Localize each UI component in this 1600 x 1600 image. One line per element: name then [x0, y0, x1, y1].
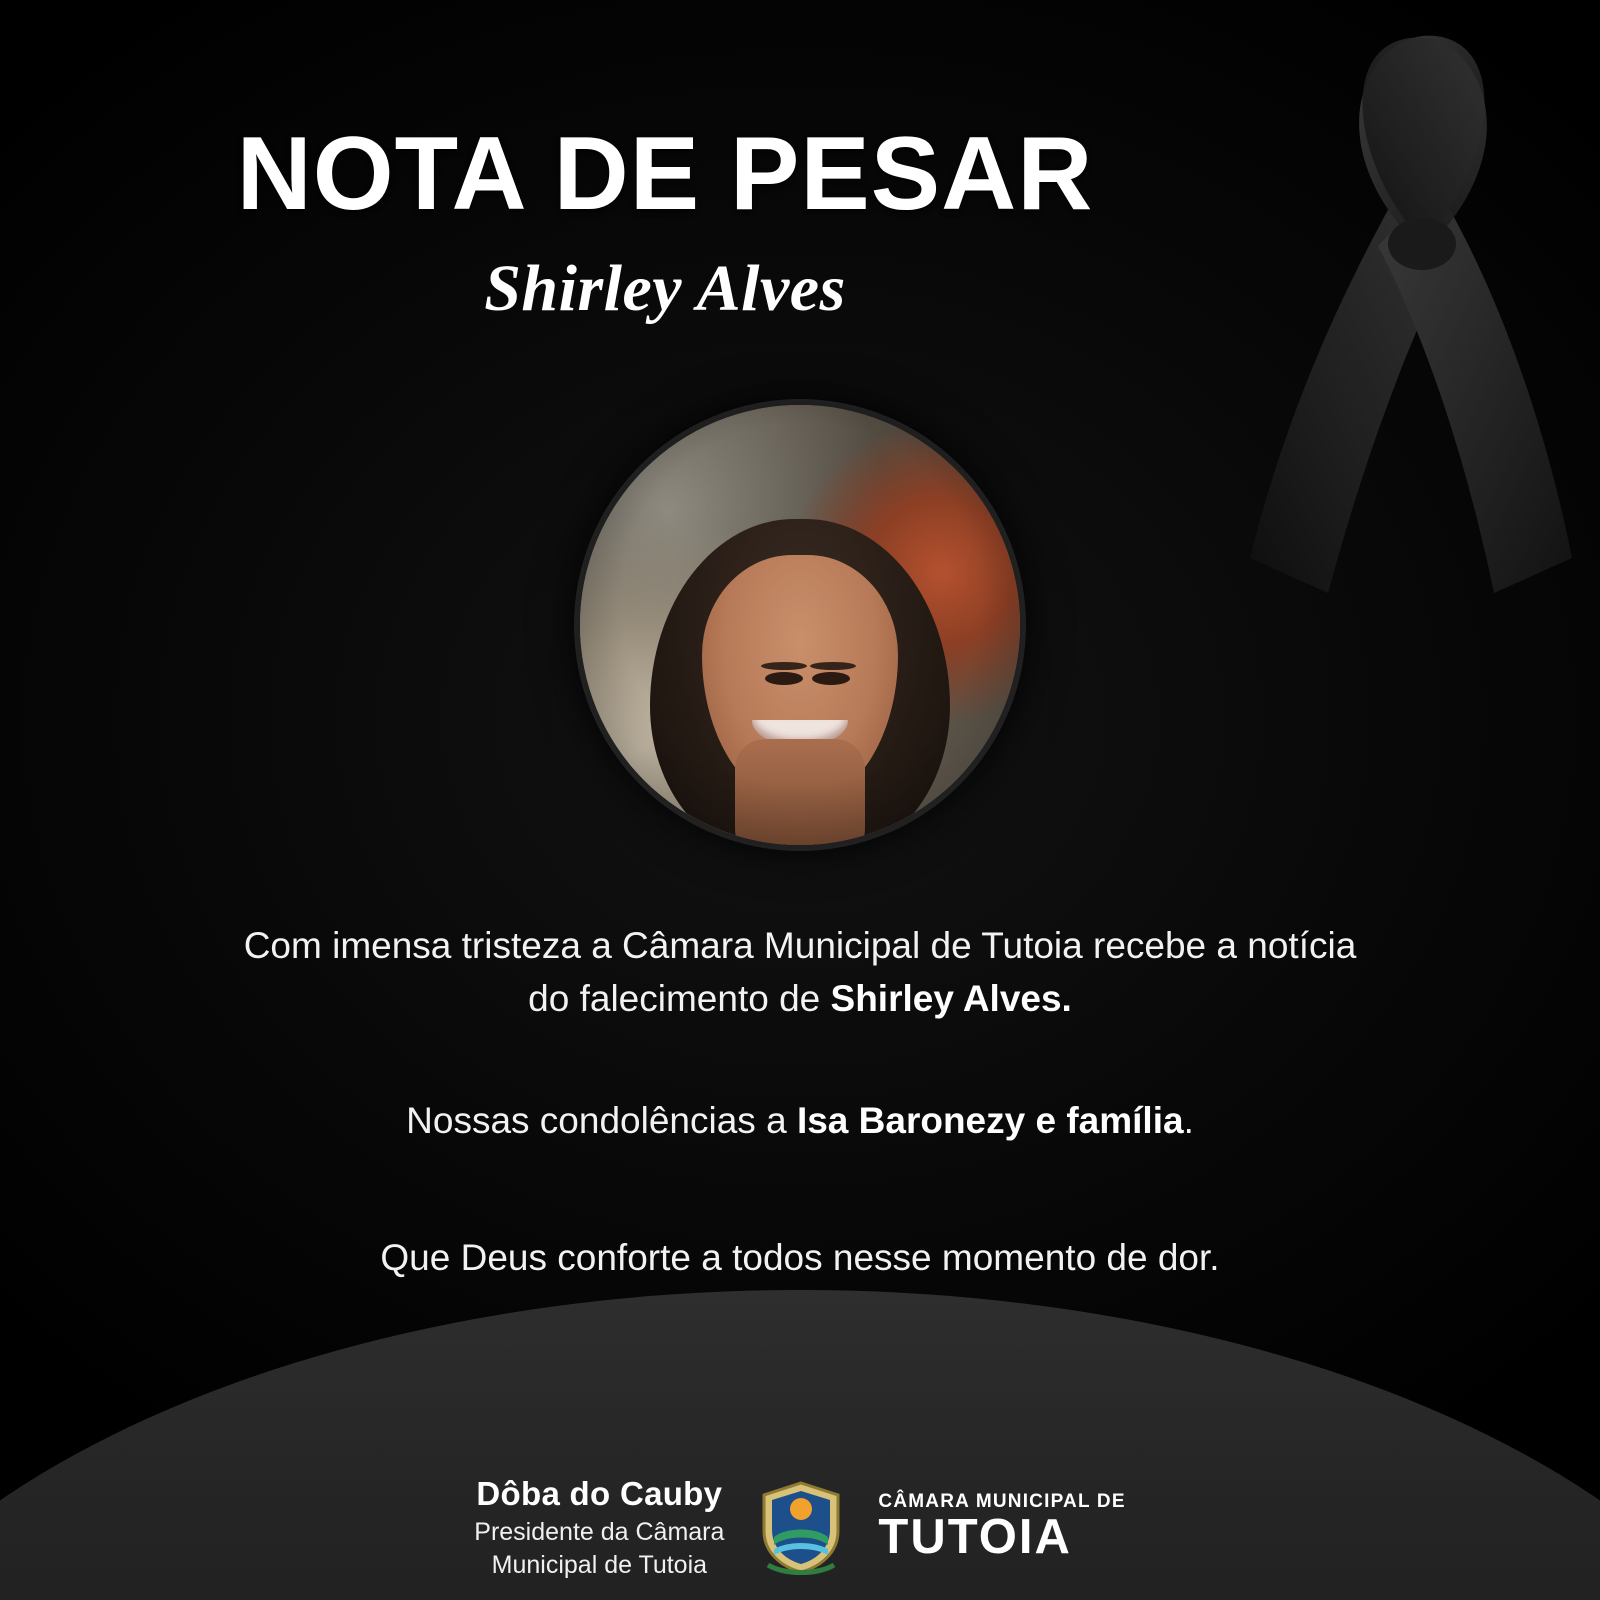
signature-role-line-1: Presidente da Câmara [474, 1518, 725, 1546]
message-line-2-period: . [1183, 1100, 1194, 1142]
portrait-image [580, 405, 1020, 845]
message-line-2-text: Nossas condolências a [406, 1100, 797, 1142]
signature-role-line-2: Municipal de Tutoia [491, 1551, 708, 1579]
signature-name: Dôba do Cauby [476, 1475, 723, 1513]
chamber-logo-big-text: TUTOIA [878, 1510, 1072, 1565]
portrait-vignette [580, 405, 1020, 845]
signature-block [474, 1472, 724, 1582]
deceased-name-subtitle: Shirley Alves [484, 252, 846, 326]
message-line-2-strong: Isa Baronezy e família [796, 1100, 1184, 1142]
portrait-photo [580, 405, 1020, 845]
title-block [0, 116, 1330, 327]
message-line-2 [235, 1095, 1365, 1148]
chamber-logo [878, 1491, 1126, 1565]
message-line-3: Que Deus conforte a todos nesse momento de dor. [380, 1236, 1220, 1278]
message-line-1-strong: Shirley Alves. [830, 977, 1072, 1019]
message-line-1-text: Com imensa tristeza a Câmara Municipal de Tutoia recebe a notícia do falecimento de [243, 925, 1357, 1019]
footer [0, 1472, 1600, 1582]
chamber-logo-small-text: CÂMARA MUNICIPAL DE [878, 1491, 1126, 1513]
coat-of-arms-icon [758, 1479, 844, 1575]
message-line-1 [235, 920, 1365, 1025]
page-title: NOTA DE PESAR [236, 116, 1094, 232]
